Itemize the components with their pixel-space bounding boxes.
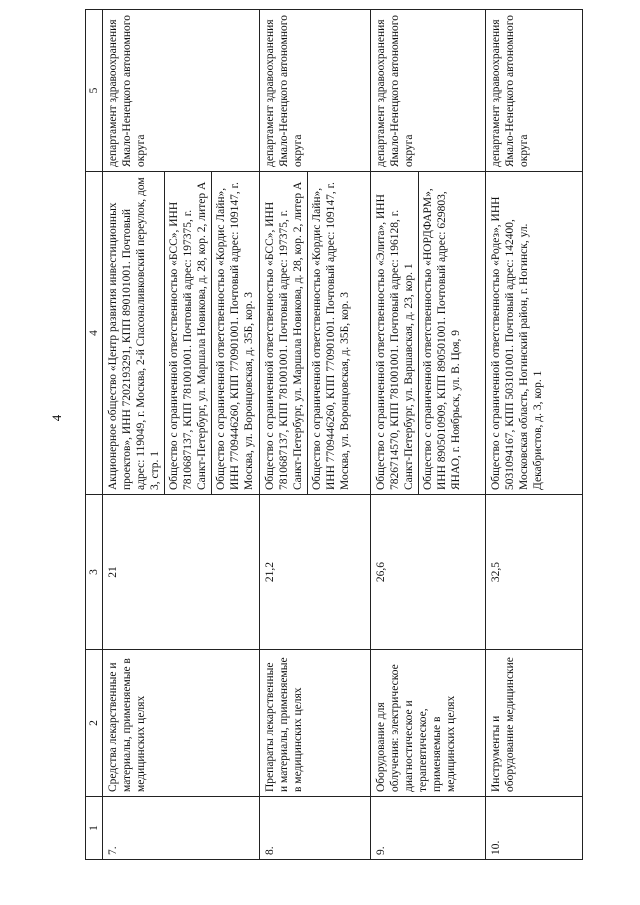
department-cell: департамент здравоохранения Ямало-Ненецкого автономного округа (260, 10, 371, 172)
row-number: 10. (486, 797, 583, 860)
product-name: Инструменты и оборудование медицинские (486, 650, 583, 797)
column-header-5: 5 (86, 10, 103, 172)
department-cell: департамент здравоохранения Ямало-Ненецкого автономного округа (486, 10, 583, 172)
column-header-1: 1 (86, 797, 103, 860)
column-header-2: 2 (86, 650, 103, 797)
row-number: 8. (260, 797, 371, 860)
row-number: 7. (103, 797, 260, 860)
share-value: 32,5 (486, 495, 583, 650)
registry-table (85, 9, 583, 860)
supplier-entry: Акционерное общество «Центр развития инвестиционных проектов», ИНН 7202193291, КПП 890101001. Почтовый адрес: 119049, г. Москва, 2-й Спасоналивковский переулок, дом 3, стр. 1 (107, 177, 161, 490)
suppliers-cell (371, 172, 486, 495)
table-row (486, 10, 583, 860)
product-name: Препараты лекарственные и материалы, применяемые в медицинских целях (260, 650, 371, 797)
supplier-entry: Общество с ограниченной ответственностью «Родез», ИНН 5031094167, КПП 503101001. Почтовый адрес: 142400, Московская область, Ногинский район, г. Ногинск, ул. Декабристов, д. 3, кор. 1 (490, 196, 544, 490)
rotated-table (85, 15, 585, 860)
product-name: Средства лекарственные и материалы, применяемые в медицинских целях (103, 650, 260, 797)
page-number: 4 (49, 414, 64, 422)
department-cell: департамент здравоохранения Ямало-Ненецкого автономного округа (371, 10, 486, 172)
supplier-entry: Общество с ограниченной ответственностью «Кордис Лайн», ИНН 7709446260, КПП 770901001. Почтовый адрес: 109147, г. Москва, ул. Воронцовская, д. 35Б, кор. 3 (211, 172, 256, 494)
department-cell: департамент здравоохранения Ямало-Ненецкого автономного округа (103, 10, 260, 172)
supplier-entry: Общество с ограниченной ответственностью «БСС», ИНН 7810687137, КПП 781001001. Почтовый адрес: 197375, г. Санкт-Петербург, ул. Маршала Новикова, д. 28, кор. 2, литер А (164, 172, 209, 494)
table-frame (85, 15, 585, 860)
table-row (260, 10, 371, 860)
suppliers-cell (260, 172, 371, 495)
share-value: 21,2 (260, 495, 371, 650)
share-value: 21 (103, 495, 260, 650)
column-number-row (86, 10, 103, 860)
table-row (103, 10, 260, 860)
column-header-4: 4 (86, 172, 103, 495)
share-value: 26,6 (371, 495, 486, 650)
suppliers-cell (103, 172, 260, 495)
suppliers-cell (486, 172, 583, 495)
column-header-3: 3 (86, 495, 103, 650)
supplier-entry: Общество с ограниченной ответственностью «Элита», ИНН 7826714570, КПП 781001001. Почтовый адрес: 196128, г. Санкт-Петербург, ул. Варшавская, д. 23, кор. 1 (375, 194, 415, 490)
supplier-entry: Общество с ограниченной ответственностью «Кордис Лайн», ИНН 7709446260, КПП 770901001. Почтовый адрес: 109147, г. Москва, ул. Воронцовская, д. 35Б, кор. 3 (307, 172, 352, 494)
row-number: 9. (371, 797, 486, 860)
product-name: Оборудование для облучения: электрическое диагностическое и терапевтическое, применяемые в медицинских целях (371, 650, 486, 797)
supplier-entry: Общество с ограниченной ответственностью «НОРДФАРМ», ИНН 8905010909, КПП 890501001. Почтовый адрес: 629803, ЯНАО, г. Ноябрьск, ул. В. Цоя, 9 (418, 172, 463, 494)
table-row (371, 10, 486, 860)
supplier-entry: Общество с ограниченной ответственностью «БСС», ИНН 7810687137, КПП 781001001. Почтовый адрес: 197375, г. Санкт-Петербург, ул. Маршала Новикова, д. 28, кор. 2, литер А (264, 181, 304, 490)
